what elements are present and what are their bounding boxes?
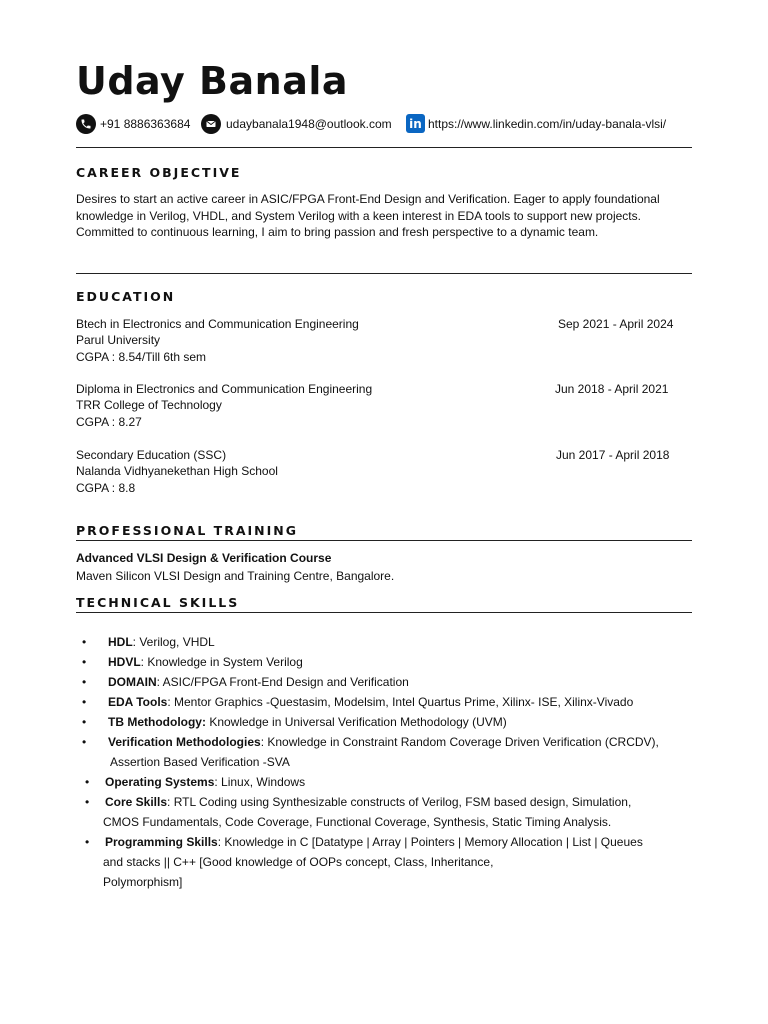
skill-label: HDL bbox=[108, 635, 133, 649]
education-dates: Jun 2017 - April 2018 bbox=[556, 448, 670, 462]
education-score: CGPA : 8.27 bbox=[76, 414, 142, 429]
divider bbox=[76, 540, 692, 541]
bullet: • bbox=[82, 675, 87, 689]
bullet: • bbox=[82, 715, 87, 729]
skill-text: : ASIC/FPGA Front-End Design and Verification bbox=[156, 675, 409, 689]
skill-item bbox=[76, 732, 696, 772]
skill-item bbox=[76, 652, 696, 672]
skill-label: Core Skills bbox=[105, 795, 168, 809]
contact-bar bbox=[76, 113, 706, 135]
skill-label: DOMAIN bbox=[108, 675, 157, 689]
phone-number[interactable]: +91 8886363684 bbox=[100, 117, 191, 131]
bullet: • bbox=[85, 775, 90, 789]
divider bbox=[76, 273, 692, 274]
skill-text-continued: CMOS Fundamentals, Code Coverage, Functional Coverage, Synthesis, Static Timing Analysis. bbox=[103, 815, 612, 829]
bullet: • bbox=[82, 635, 87, 649]
education-entry bbox=[76, 316, 692, 365]
email-address[interactable]: udaybanala1948@outlook.com bbox=[226, 117, 392, 131]
career-objective-text: Desires to start an active career in ASIC/FPGA Front-End Design and Verification. Eager to apply foundational knowledge in Verilog, VHDL, and System Verilog with a keen interest in EDA tools to support new projects. Committed to continuous learning, I aim to bring passion and fresh perspective to a dynamic team. bbox=[76, 192, 660, 239]
skill-text-continued: and stacks || C++ [Good knowledge of OOPs concept, Class, Inheritance, bbox=[103, 855, 494, 869]
phone-icon bbox=[76, 114, 96, 134]
linkedin-url[interactable]: https://www.linkedin.com/in/uday-banala-vlsi/ bbox=[428, 117, 667, 131]
skill-text: : Knowledge in System Verilog bbox=[140, 655, 303, 669]
bullet: • bbox=[82, 695, 87, 709]
section-title-technical-skills: TECHNICAL SKILLS bbox=[76, 595, 240, 610]
skill-item bbox=[76, 672, 696, 692]
bullet: • bbox=[82, 735, 87, 749]
skill-text: : Knowledge in C [Datatype | Array | Pointers | Memory Allocation | List | Queues bbox=[217, 835, 643, 849]
skill-label: Operating Systems bbox=[105, 775, 215, 789]
skill-label: Programming Skills bbox=[105, 835, 218, 849]
skill-item bbox=[76, 692, 696, 712]
skill-label: EDA Tools bbox=[108, 695, 168, 709]
skill-item bbox=[76, 832, 696, 892]
education-institution: TRR College of Technology bbox=[76, 398, 222, 413]
candidate-name: Uday Banala bbox=[76, 59, 349, 103]
divider bbox=[76, 147, 692, 148]
education-degree: Diploma in Electronics and Communication Engineering bbox=[76, 382, 373, 396]
skill-text-continued: Polymorphism] bbox=[103, 875, 183, 889]
skill-text-continued: Assertion Based Verification -SVA bbox=[110, 755, 290, 769]
education-institution: Parul University bbox=[76, 333, 161, 348]
bullet: • bbox=[85, 795, 90, 809]
training-course: Advanced VLSI Design & Verification Course bbox=[76, 551, 332, 565]
skill-item bbox=[76, 632, 696, 652]
section-title-career-objective: CAREER OBJECTIVE bbox=[76, 165, 242, 180]
training-institute: Maven Silicon VLSI Design and Training Centre, Bangalore. bbox=[76, 569, 395, 583]
skill-text: : RTL Coding using Synthesizable constructs of Verilog, FSM based design, Simulation, bbox=[167, 795, 632, 809]
skill-label: HDVL bbox=[108, 655, 141, 669]
skill-label: Verification Methodologies bbox=[108, 735, 261, 749]
skill-text: Knowledge in Universal Verification Methodology (UVM) bbox=[205, 715, 507, 729]
education-score: CGPA : 8.8 bbox=[76, 480, 136, 495]
education-degree: Btech in Electronics and Communication Engineering bbox=[76, 317, 359, 331]
skill-item bbox=[76, 792, 696, 832]
skill-text: : Knowledge in Constraint Random Coverage Driven Verification (CRCDV), bbox=[260, 735, 659, 749]
skill-text: : Linux, Windows bbox=[214, 775, 306, 789]
bullet: • bbox=[82, 655, 87, 669]
education-entry bbox=[76, 381, 692, 430]
bullet: • bbox=[85, 835, 90, 849]
education-dates: Sep 2021 - April 2024 bbox=[558, 317, 674, 331]
education-dates: Jun 2018 - April 2021 bbox=[555, 382, 669, 396]
education-degree: Secondary Education (SSC) bbox=[76, 448, 227, 462]
section-title-professional-training: PROFESSIONAL TRAINING bbox=[76, 523, 298, 538]
skill-item bbox=[76, 712, 696, 732]
section-title-education: EDUCATION bbox=[76, 289, 176, 304]
skill-label: TB Methodology: bbox=[108, 715, 206, 729]
mail-icon bbox=[201, 114, 221, 134]
education-institution: Nalanda Vidhyanekethan High School bbox=[76, 464, 278, 479]
education-entry bbox=[76, 447, 692, 496]
skill-text: : Verilog, VHDL bbox=[132, 635, 215, 649]
education-score: CGPA : 8.54/Till 6th sem bbox=[76, 349, 207, 364]
skills-list bbox=[76, 632, 696, 892]
divider bbox=[76, 612, 692, 613]
skill-item bbox=[76, 772, 696, 792]
linkedin-icon: in bbox=[406, 114, 425, 133]
skill-text: : Mentor Graphics -Questasim, Modelsim, Intel Quartus Prime, Xilinx- ISE, Xilinx-Vivado bbox=[167, 695, 634, 709]
